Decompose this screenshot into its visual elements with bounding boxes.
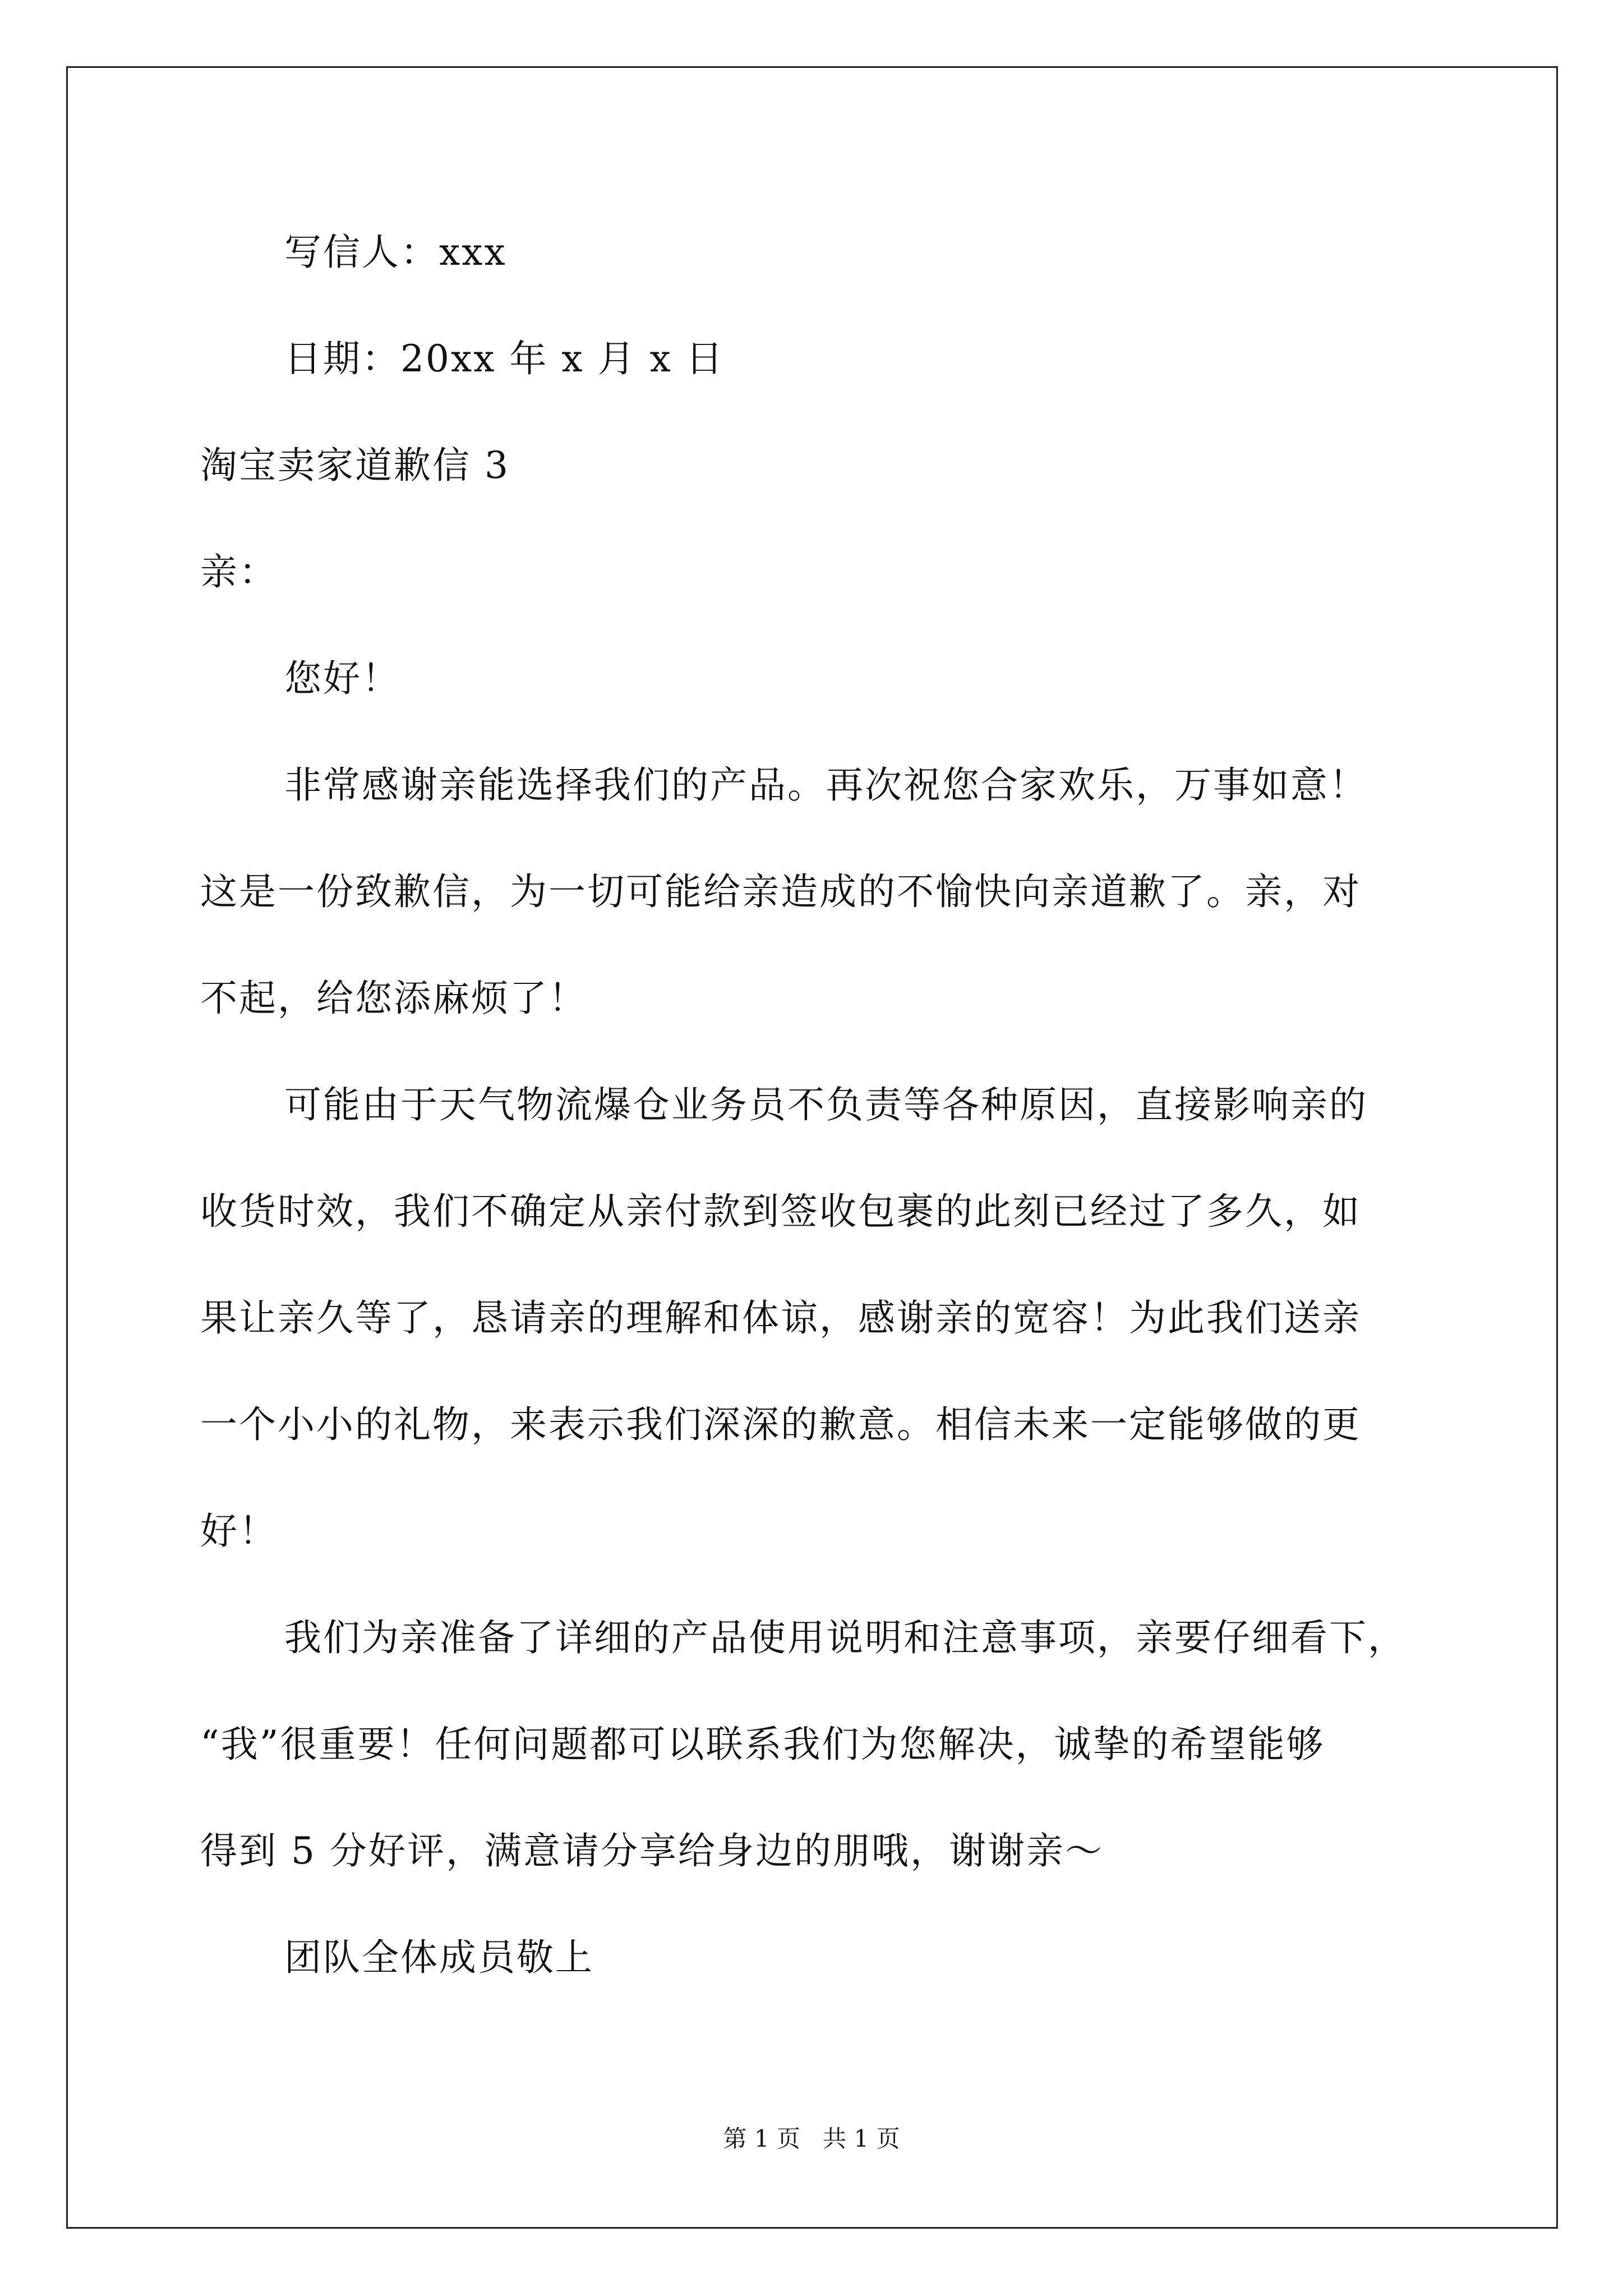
paragraph3-line: 得到 5 分好评，满意请分享给身边的朋哦，谢谢亲～ [200, 1829, 1104, 1872]
paragraph2-line: 可能由于天气物流爆仓业务员不负责等各种原因，直接影响亲的 [284, 1083, 1368, 1126]
paragraph2-line: 好！ [200, 1510, 278, 1553]
greeting: 您好！ [284, 657, 400, 700]
sender-line: 写信人：xxx [284, 231, 507, 274]
letter-title: 淘宝卖家道歉信 3 [200, 444, 510, 487]
paragraph2-line: 收货时效，我们不确定从亲付款到签收包裹的此刻已经过了多久，如 [200, 1190, 1361, 1233]
paragraph2-line: 一个小小的礼物，来表示我们深深的歉意。相信未来一定能够做的更 [200, 1403, 1361, 1446]
salutation: 亲： [200, 550, 278, 593]
page-border [66, 66, 1558, 2229]
date-line: 日期：20xx 年 x 月 x 日 [284, 337, 725, 380]
paragraph3-line: “我”很重要！任何问题都可以联系我们为您解决，诚挚的希望能够 [200, 1723, 1325, 1766]
paragraph1-line: 这是一份致歉信，为一切可能给亲造成的不愉快向亲道歉了。亲，对 [200, 870, 1361, 913]
page-number-footer: 第 1 页 共 1 页 [723, 2125, 900, 2152]
paragraph1-line: 非常感谢亲能选择我们的产品。再次祝您合家欢乐，万事如意！ [284, 763, 1368, 807]
paragraph2-line: 果让亲久等了，恳请亲的理解和体谅，感谢亲的宽容！为此我们送亲 [200, 1296, 1361, 1340]
paragraph3-line: 我们为亲准备了详细的产品使用说明和注意事项，亲要仔细看下， [284, 1616, 1407, 1659]
signature: 团队全体成员敬上 [284, 1936, 594, 1979]
paragraph1-line: 不起，给您添麻烦了！ [200, 977, 587, 1020]
